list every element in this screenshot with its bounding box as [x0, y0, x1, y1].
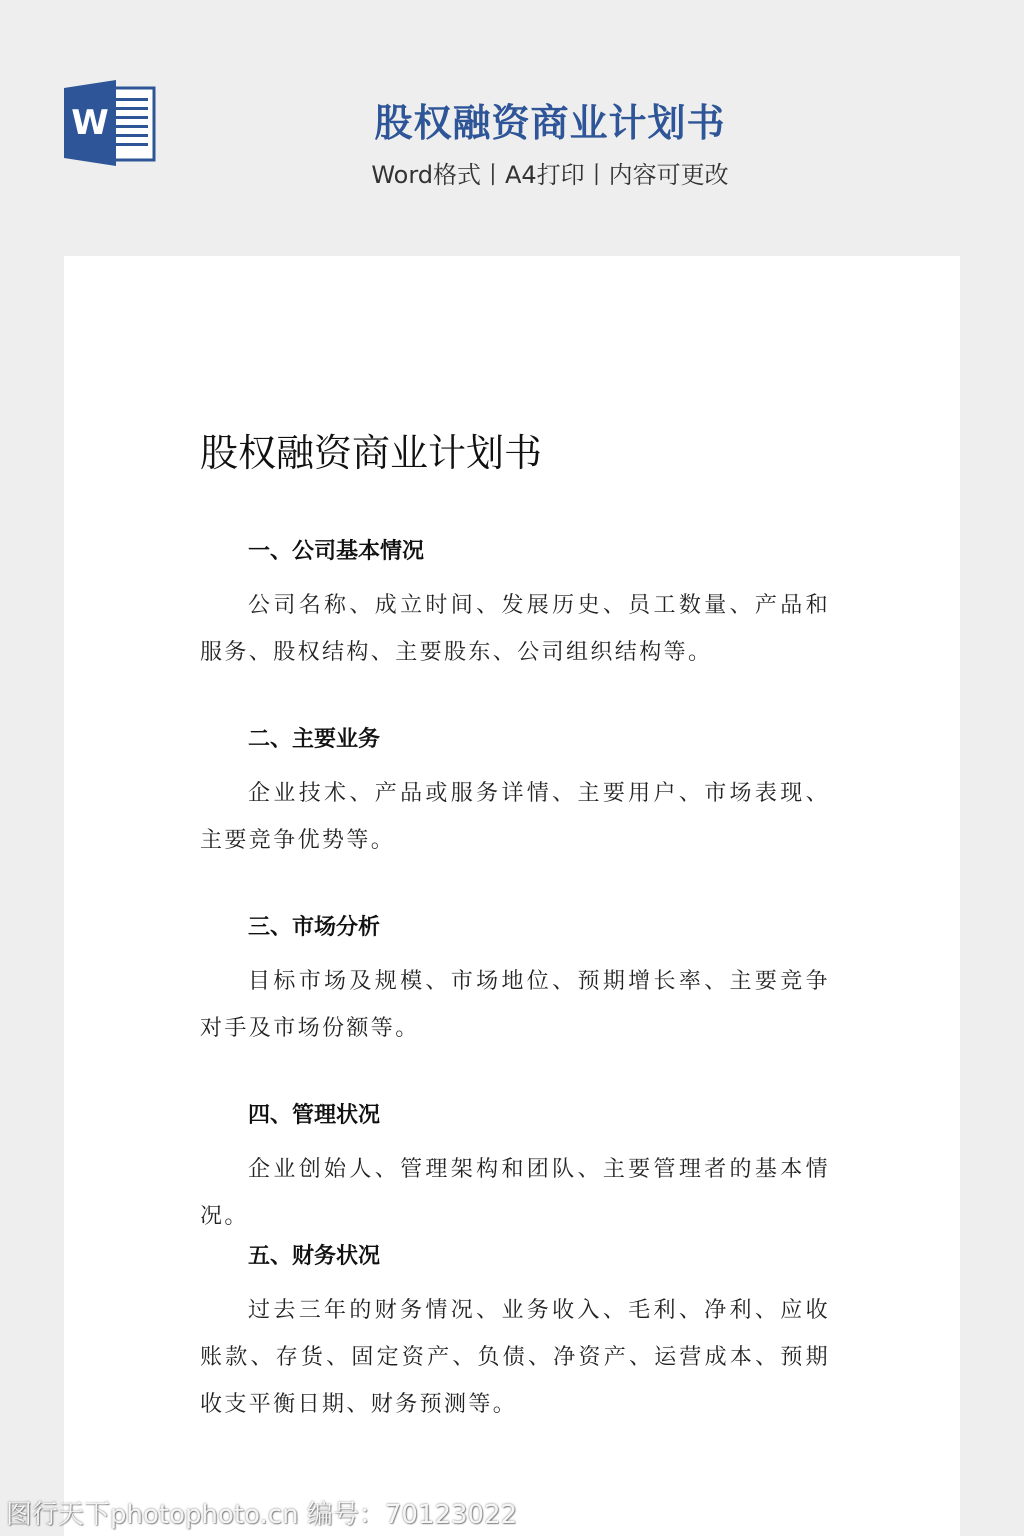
section-body: 过去三年的财务情况、业务收入、毛利、净利、应收账款、存货、固定资产、负债、净资产、运营成本、预期收支平衡日期、财务预测等。	[200, 1298, 830, 1417]
section-body: 目标市场及规模、市场地位、预期增长率、主要竞争对手及市场份额等。	[200, 969, 830, 1041]
section-financials	[200, 1241, 830, 1428]
section-management	[200, 1100, 830, 1240]
section-heading: 五、财务状况	[248, 1244, 381, 1269]
section-heading: 二、主要业务	[248, 727, 381, 752]
section-body: 企业技术、产品或服务详情、主要用户、市场表现、主要竞争优势等。	[200, 781, 830, 853]
logo-letter: W	[71, 103, 109, 143]
header-subtitle: Word格式丨A4打印丨内容可更改	[371, 161, 729, 189]
section-heading: 三、市场分析	[248, 915, 381, 940]
header-title: 股权融资商业计划书	[374, 101, 726, 145]
section-main-business	[200, 724, 830, 864]
document-page	[64, 256, 960, 1536]
section-company-overview	[200, 536, 830, 676]
word-document-icon	[64, 80, 158, 166]
section-body: 企业创始人、管理架构和团队、主要管理者的基本情况。	[200, 1157, 830, 1229]
section-heading: 一、公司基本情况	[248, 539, 425, 564]
section-market-analysis	[200, 912, 830, 1052]
watermark: 图行天下photophoto.cn 编号：70123022	[6, 1500, 518, 1530]
document-title: 股权融资商业计划书	[200, 431, 543, 475]
section-body: 公司名称、成立时间、发展历史、员工数量、产品和服务、股权结构、主要股东、公司组织结构等。	[200, 593, 830, 665]
section-heading: 四、管理状况	[248, 1103, 381, 1128]
